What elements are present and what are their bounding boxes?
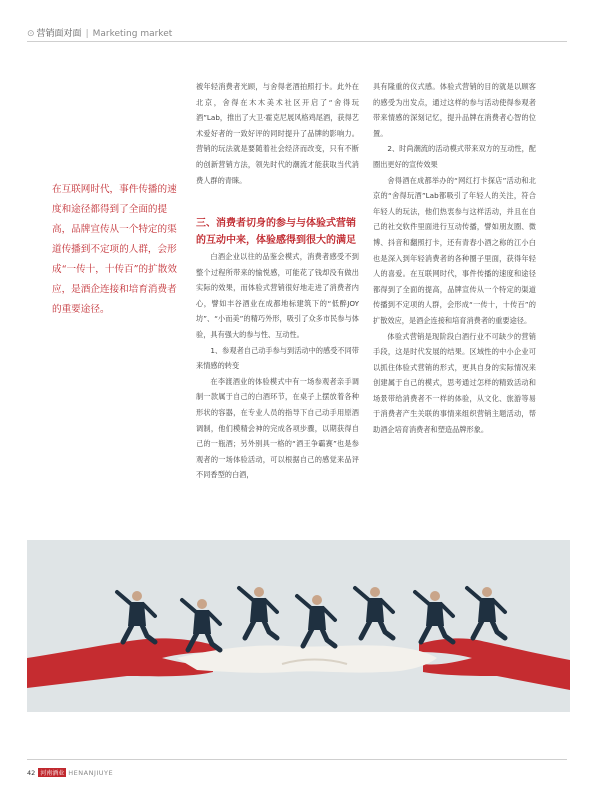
subheading: 2、时尚潮流的活动模式带来双方的互动性，配圈出更好的宣传效果	[373, 144, 536, 169]
footer-rule	[27, 759, 567, 760]
paragraph: 具有隆重的仪式感。体验式营销的目的就是以顾客的感受为出发点，通过这样的参与活动使得参观者带来情感的深刻记忆，提升品牌在消费者心智的位置。	[373, 82, 536, 138]
subheading: 1、参观者自己动手参与到活动中的感受不同带来情感的转变	[196, 345, 359, 371]
paragraph: 被年轻消费者光顾，与舍得老酒拍照打卡。此外在北京，舍得在木木美术社区开启了“舍得玩酒”Lab，推出了大卫·霍克尼展风格鸡尾酒，获得艺术爱好者的一致好评的同时提升了品牌的影响力。营销的玩法就是要随着社会经济而改变，只有不断的创新营销方法，领先时代的潮流才能获取当代消费人群的青睐。	[196, 82, 359, 185]
column-1-top	[196, 79, 359, 188]
section-title-cn: 营销面对面	[36, 29, 82, 39]
bullet-icon: ⊙	[27, 29, 35, 39]
section-title-en: Marketing market	[92, 29, 173, 39]
runner-figure	[415, 591, 453, 642]
page-footer	[27, 768, 113, 777]
runner-figure	[239, 587, 277, 638]
runner-figure	[467, 587, 505, 638]
runner-figure	[117, 591, 155, 642]
header-rule	[27, 41, 567, 42]
page-header	[27, 26, 172, 39]
magazine-name-latin: HENANJIUYE	[68, 769, 114, 777]
header-divider: |	[85, 29, 89, 39]
section-heading: 三、消费者切身的参与与体验式营销的互动中来，体验感得到很大的满足	[196, 218, 356, 246]
paragraph: 白酒企业以往的品鉴会模式，消费者感受不到整个过程所带来的愉悦感，可能花了钱却没有做出实际的效果，而体验式营销很好地走进了消费者内心，譬如丰谷酒业在成都地标建筑下的“低醉JOY坊”、“小而美”的精巧外形，吸引了众多市民参与体验，具有强大的参与性、互动性。	[196, 252, 359, 339]
paragraph: 体验式营销是现阶段白酒行业不可缺少的营销手段，这是时代发展的结果。区域性的中小企业可以抓住体验式营销的形式，更具自身的实际情况来创建属于自己的模式，思考通过怎样的精致活动和场景带给消费者不一样的体验，从文化、旅游等易于消费者产生关联的事情来组织营销主题活动，帮助酒企培育消费者和塑造品牌形象。	[373, 331, 536, 435]
column-1-body	[196, 249, 359, 483]
paragraph: 舍得酒在成都举办的“网红打卡探店”活动和北京的“舍得玩酒”Lab都吸引了年轻人的关注，符合年轻人的玩法，他们热衷参与这样活动，并且在自己的社交软件里面进行互动传播，譬如朋友圈、微博、抖音和翻照打卡，还有青春小酒之称的江小白也是深入到年轻消费者的各种圈子里面，获得年轻人的喜爱。在互联网时代，事件传播的速度和途径都得到了全面的提高，品牌宣传从一个特定的渠道传播到不定项的人群，会形成“一传十，十传百”的扩散效应，是酒企连接和培育消费者的重要途径。	[373, 175, 536, 325]
runner-figure	[297, 595, 335, 646]
illustration-businessmen-on-handshake	[27, 540, 570, 712]
paragraph: 在李渡酒业的体验模式中有一场参观者亲手调制一款属于自己的白酒环节，在桌子上摆放着各种形状的容器，在专业人员的指导下自己动手用原酒调制，他们模精会神的完成各项步骤，以期获得自己的一瓶酒；另外别具一格的“酒王争霸赛”也是参观者的一场体验活动，可以根据自己的感觉来品评不同香型的白酒，	[196, 376, 359, 480]
red-hand-shape	[419, 638, 570, 690]
pull-quote: 在互联网时代，事件传播的速度和途径都得到了全面的提高，品牌宣传从一个特定的渠道传播到不定项的人群，会形成“一传十，十传百”的扩散效应，是酒企连接和培育消费者的重要途径。	[52, 184, 177, 315]
runner-figure	[355, 587, 393, 638]
column-2	[373, 79, 536, 438]
page-number: 42	[27, 769, 36, 777]
magazine-logo: 河南酒业	[40, 770, 65, 777]
